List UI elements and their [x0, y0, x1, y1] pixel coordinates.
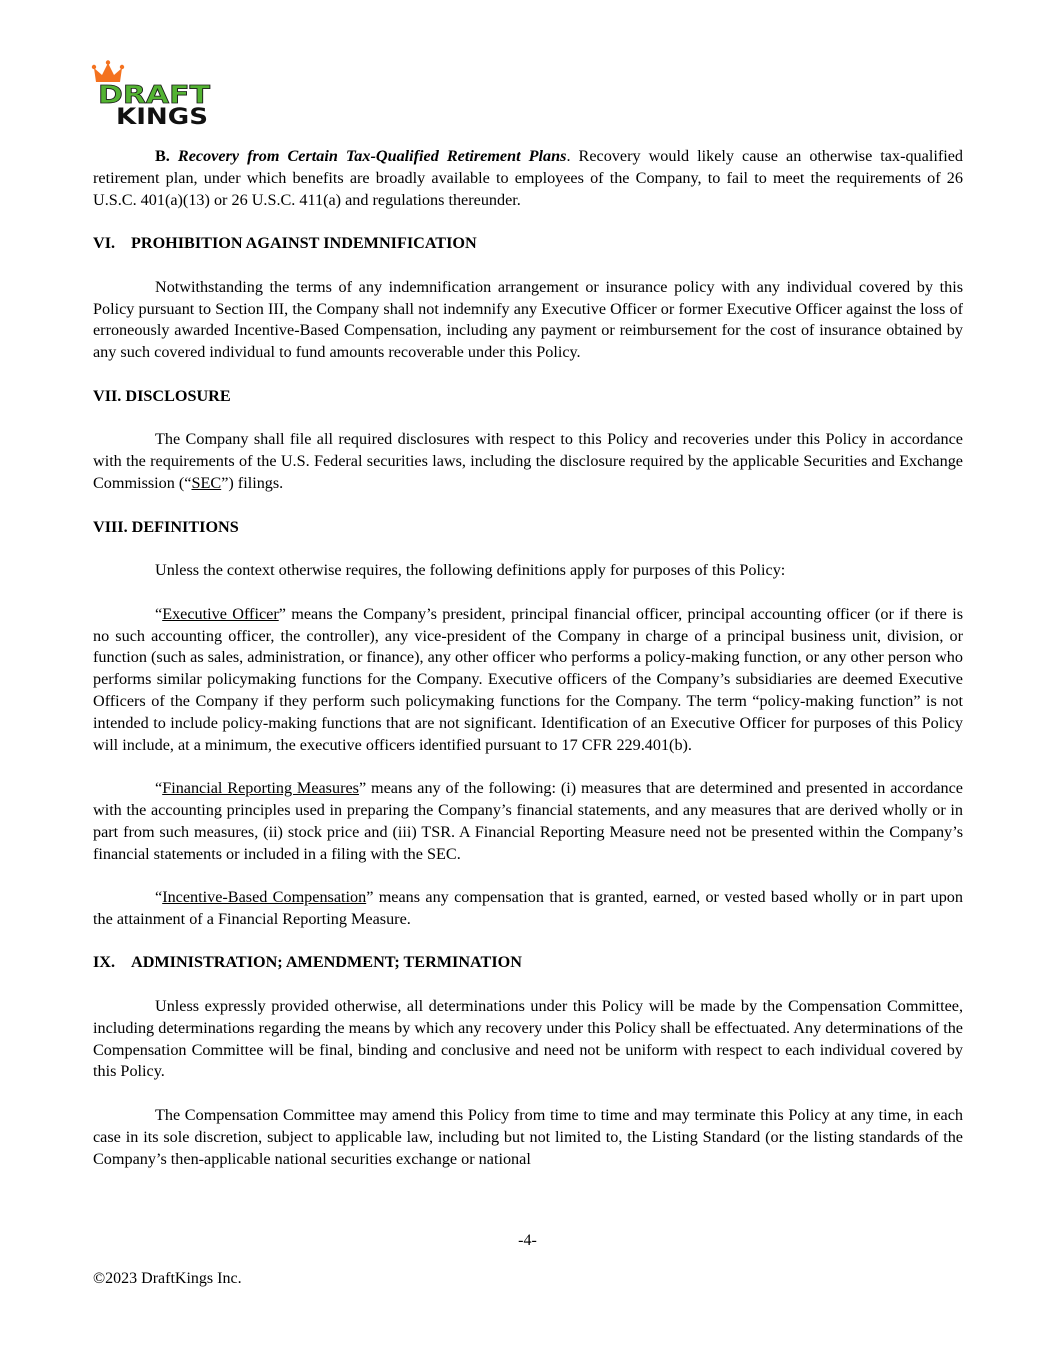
- term-incentive-based-compensation: Incentive-Based Compensation: [162, 888, 367, 907]
- section-b-text: . Recovery would likely cause an otherwise tax-qualified retirement plan, under which benefits are broadly available to employees of the Company, to fail to meet the requirements of 26 U.S.C. 401(a)(13) or 26 U.S.C. 411(a) and regulations thereunder.: [93, 147, 964, 209]
- page-number: -4-: [518, 1232, 537, 1249]
- def3-open-quote: “: [155, 888, 163, 907]
- section-vi-number: VI.: [93, 234, 116, 253]
- section-b-label: B.: [155, 147, 170, 165]
- heading-section-vi: [93, 233, 963, 255]
- copyright-footer: ©2023 DraftKings Inc.: [93, 1270, 242, 1287]
- def1-text: ” means the Company’s president, principal financial officer, principal accounting officer (or if there is no such accounting officer, the controller), any vice-president of the Company in charge of a principal business unit, division, or function (such as sales, administration, or finance), any other officer who performs a policy-making function, or any other person who performs similar policymaking functions for the Company. Executive officers of the Company’s subsidiaries are deemed Executive Officers of the Company if they perform such policymaking functions for the Company. The term “policy-making function” is not intended to include policy-making functions that are not significant. Identification of an Executive Officer for purposes of this Policy will include, at a minimum, the executive officers identified pursuant to 17 CFR 229.401(b).: [93, 604, 964, 754]
- def2-open-quote: “: [155, 779, 163, 798]
- section-vii-text-1: The Company shall file all required disclosures with respect to this Policy and recoveries under this Policy in accordance with the requirements of the U.S. Federal securities laws, including the disclosure required by the applicable Securities and Exchange Commission (“: [93, 430, 963, 492]
- logo-line-1: DRAFT: [98, 80, 210, 109]
- paragraph-definitions-intro: Unless the context otherwise requires, the following definitions apply for purposes of this Policy:: [155, 561, 786, 580]
- def3-text: ” means any compensation that is granted, earned, or vested based wholly or in part upon the attainment of a Financial Reporting Measure.: [93, 888, 963, 928]
- def2-text: ” means any of the following: (i) measures that are determined and presented in accordance with the accounting principles used in preparing the Company’s financial statements, and any measures that are derived wholly or in part from such measures, (ii) stock price and (iii) TSR. A Financial Reporting Measure need not be presented within the Company’s financial statements or included in a filing with the SEC.: [93, 779, 963, 863]
- paragraph-section-vii: [93, 429, 963, 494]
- term-sec: SEC: [191, 473, 222, 492]
- document-body: [93, 146, 963, 1192]
- section-ix-number: IX.: [93, 953, 116, 972]
- heading-section-ix: [93, 952, 963, 974]
- section-vi-title: PROHIBITION AGAINST INDEMNIFICATION: [131, 234, 477, 253]
- definition-incentive-based-compensation: [93, 887, 963, 931]
- definition-executive-officer: [93, 604, 963, 757]
- paragraph-section-ix-2: The Compensation Committee may amend this Policy from time to time and may terminate this Policy at any time, in each case in its sole discretion, subject to applicable law, including but not limited to, the Listing Standard (or the listing standards of the Company’s then-applicable national securities exchange or national: [93, 1106, 963, 1168]
- heading-section-viii: VIII. DEFINITIONS: [93, 517, 239, 536]
- term-financial-reporting-measures: Financial Reporting Measures: [162, 779, 359, 798]
- heading-section-vii: VII. DISCLOSURE: [93, 386, 231, 405]
- section-ix-title: ADMINISTRATION; AMENDMENT; TERMINATION: [131, 953, 522, 972]
- term-executive-officer: Executive Officer: [162, 604, 279, 623]
- draftkings-logo: [90, 60, 214, 126]
- def1-open-quote: “: [155, 604, 163, 623]
- paragraph-section-b: [93, 146, 963, 211]
- paragraph-section-vi: Notwithstanding the terms of any indemnification arrangement or insurance policy with any individual covered by this Policy pursuant to Section III, the Company shall not indemnify any Executive Officer or former Executive Officer against the loss of erroneously awarded Incentive-Based Compensation, including any payment or reimbursement for the cost of insurance obtained by any such covered individual to fund amounts recoverable under this Policy.: [93, 277, 963, 362]
- definition-financial-reporting-measures: [93, 778, 963, 865]
- section-b-title: Recovery from Certain Tax-Qualified Retirement Plans: [177, 147, 567, 165]
- section-vii-text-2: ”) filings.: [221, 473, 284, 492]
- paragraph-section-ix-1: Unless expressly provided otherwise, all determinations under this Policy will be made by the Compensation Committee, including determinations regarding the means by which any recovery under this Policy shall be effectuated. Any determinations of the Compensation Committee will be final, binding and conclusive and need not be uniform with respect to each individual covered by this Policy.: [93, 997, 963, 1081]
- logo-line-2: KINGS: [116, 105, 208, 126]
